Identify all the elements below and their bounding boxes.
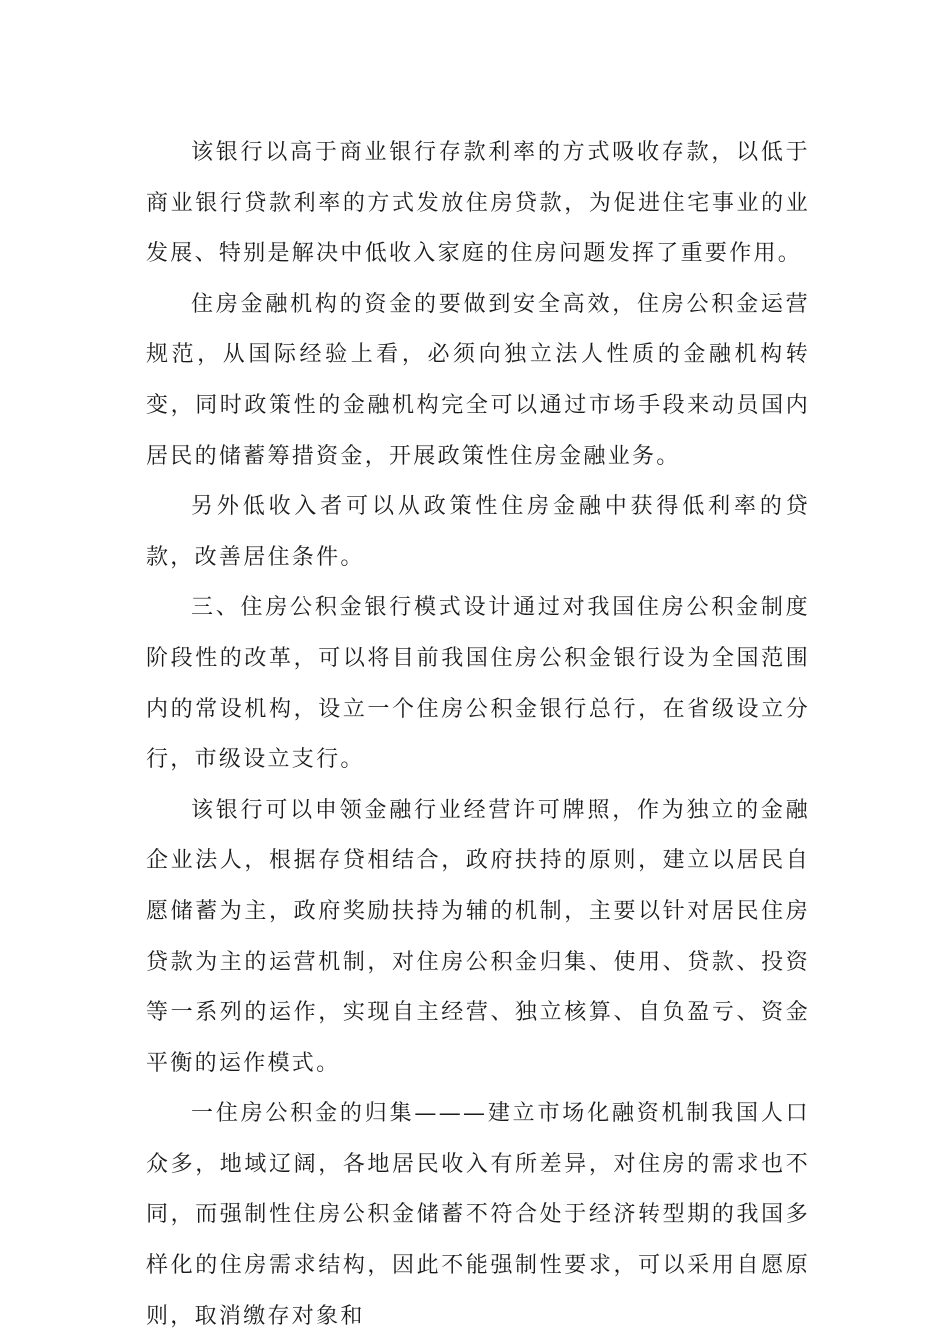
paragraph-4: 三、住房公积金银行模式设计通过对我国住房公积金制度阶段性的改革，可以将目前我国住房公积金银行设为全国范围内的常设机构，设立一个住房公积金银行总行，在省级设立分行，市级设立支行。 bbox=[146, 595, 810, 773]
paragraph-5: 该银行可以申领金融行业经营许可牌照，作为独立的金融企业法人，根据存贷相结合，政府扶持的原则，建立以居民自愿储蓄为主，政府奖励扶持为辅的机制，主要以针对居民住房贷款为主的运营机制，对住房公积金归集、使用、贷款、投资等一系列的运作，实现自主经营、独立核算、自负盈亏、资金平衡的运作模式。 bbox=[146, 797, 810, 1076]
paragraph-6: 一住房公积金的归集———建立市场化融资机制我国人口众多，地域辽阔，各地居民收入有所差异，对住房的需求也不同，而强制性住房公积金储蓄不符合处于经济转型期的我国多样化的住房需求结构，因此不能强制性要求，可以采用自愿原则，取消缴存对象和 bbox=[146, 1101, 810, 1329]
paragraph-2: 住房金融机构的资金的要做到安全高效，住房公积金运营规范，从国际经验上看，必须向独立法人性质的金融机构转变，同时政策性的金融机构完全可以通过市场手段来动员国内居民的储蓄筹措资金，开展政策性住房金融业务。 bbox=[146, 291, 810, 469]
document-body bbox=[146, 128, 810, 1342]
paragraph-3: 另外低收入者可以从政策性住房金融中获得低利率的贷款，改善居住条件。 bbox=[146, 494, 810, 570]
paragraph-1: 该银行以高于商业银行存款利率的方式吸收存款，以低于商业银行贷款利率的方式发放住房贷款，为促进住宅事业的业发展、特别是解决中低收入家庭的住房问题发挥了重要作用。 bbox=[146, 140, 810, 267]
